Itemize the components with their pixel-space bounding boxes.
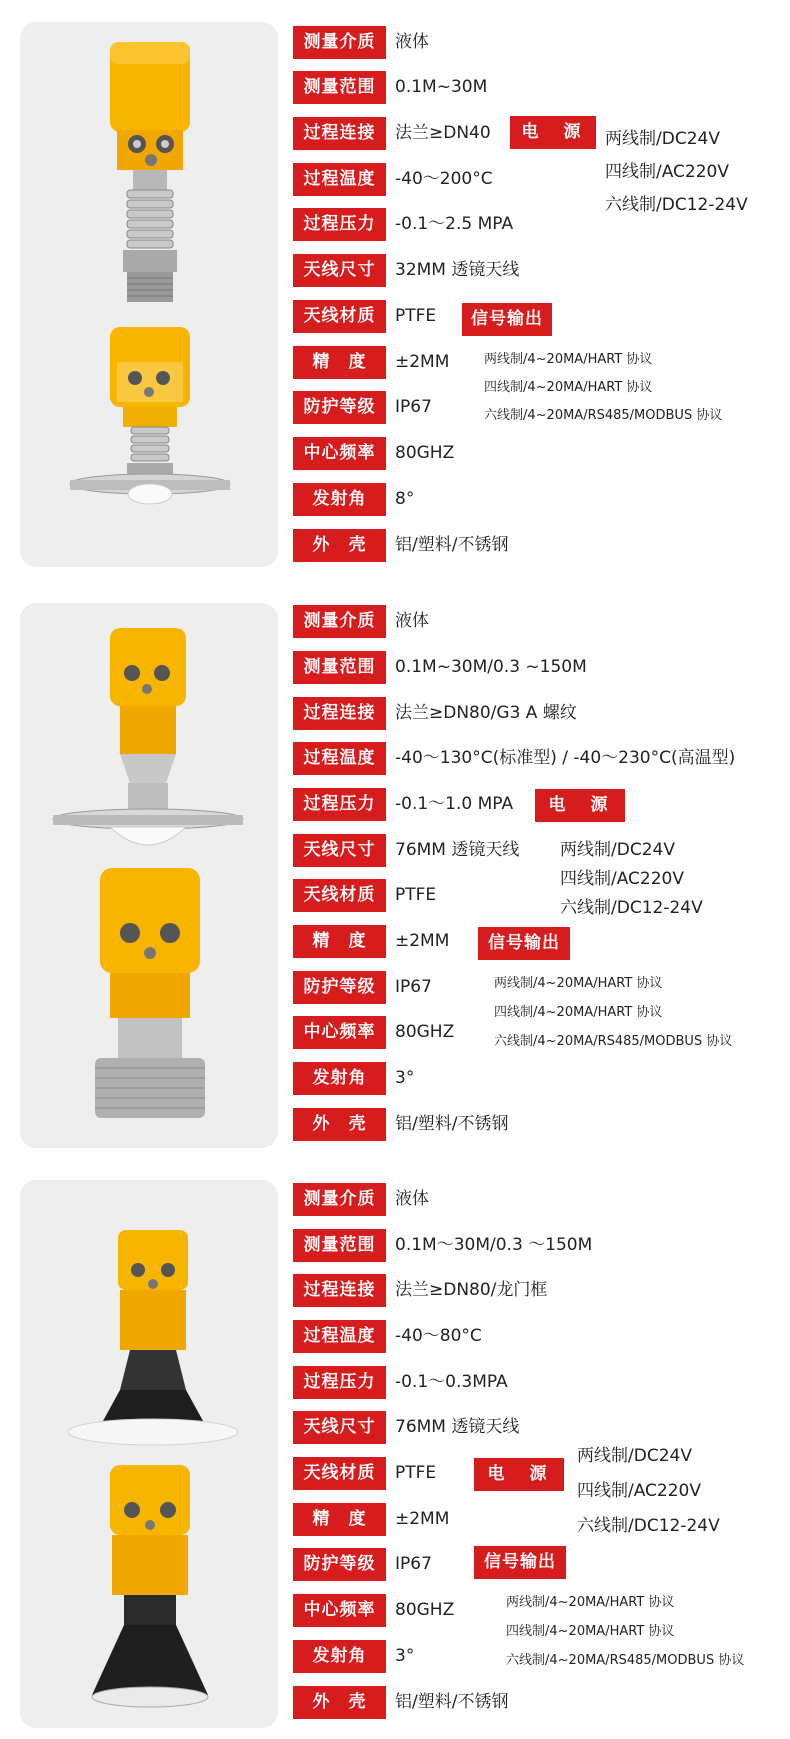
power-option: 四线制/AC220V <box>560 869 685 889</box>
radar-level-gauge-large-flange-image <box>48 623 248 853</box>
spec-value: -40～130°C(标准型) / -40～230°C(高温型) <box>395 748 736 768</box>
spec-value: -0.1～2.5 MPA <box>395 214 514 234</box>
spec-label: 测量介质 <box>293 605 386 638</box>
radar-level-gauge-flange-image <box>65 322 235 522</box>
radar-level-gauge-thread-image <box>85 863 215 1133</box>
spec-value: 76MM 透镜天线 <box>395 840 520 860</box>
product-image-panel-2 <box>20 603 278 1148</box>
spec-label: 测量范围 <box>293 71 386 104</box>
spec-label: 防护等级 <box>293 1548 386 1581</box>
spec-value: -0.1～0.3MPA <box>395 1372 508 1392</box>
spec-label: 中心频率 <box>293 437 386 470</box>
power-option: 六线制/DC12-24V <box>605 195 748 215</box>
signal-option: 两线制/4~20MA/HART 协议 <box>506 1595 675 1610</box>
spec-value: 3° <box>395 1068 415 1088</box>
power-option: 六线制/DC12-24V <box>560 898 703 918</box>
spec-value: 液体 <box>395 611 429 631</box>
spec-value: 液体 <box>395 32 429 52</box>
spec-value: 0.1M~30M <box>395 77 488 97</box>
spec-label: 中心频率 <box>293 1016 386 1049</box>
spec-value: 80GHZ <box>395 1600 455 1620</box>
spec-value: 80GHZ <box>395 443 455 463</box>
product-image-panel-3 <box>20 1180 278 1728</box>
spec-label: 天线尺寸 <box>293 254 386 287</box>
spec-label: 精 度 <box>293 1503 386 1536</box>
spec-label: 过程连接 <box>293 1274 386 1307</box>
spec-value: 液体 <box>395 1189 429 1209</box>
spec-label: 过程压力 <box>293 1366 386 1399</box>
spec-value: -40～80°C <box>395 1326 482 1346</box>
spec-value: ±2MM <box>395 931 450 951</box>
power-option: 六线制/DC12-24V <box>577 1516 720 1536</box>
radar-level-gauge-ptfe-flange-image <box>58 1200 248 1450</box>
signal-option: 四线制/4~20MA/HART 协议 <box>484 380 653 395</box>
spec-label: 外 壳 <box>293 1686 386 1719</box>
radar-level-gauge-threaded-image <box>95 32 205 312</box>
signal-option: 四线制/4~20MA/HART 协议 <box>506 1624 675 1639</box>
radar-level-gauge-horn-image <box>80 1455 220 1715</box>
signal-option: 两线制/4~20MA/HART 协议 <box>494 976 663 991</box>
spec-label: 天线材质 <box>293 879 386 912</box>
spec-value: 3° <box>395 1646 415 1666</box>
spec-label: 天线尺寸 <box>293 1411 386 1444</box>
power-title: 电 源 <box>474 1458 564 1491</box>
signal-option: 两线制/4~20MA/HART 协议 <box>484 352 653 367</box>
spec-value: 法兰≥DN80/龙门框 <box>395 1280 548 1300</box>
signal-option: 四线制/4~20MA/HART 协议 <box>494 1005 663 1020</box>
product-image-panel-1 <box>20 22 278 567</box>
spec-label: 中心频率 <box>293 1594 386 1627</box>
spec-value: IP67 <box>395 977 432 997</box>
spec-value: 法兰≥DN40 <box>395 123 491 143</box>
spec-value: 铝/塑料/不锈钢 <box>395 535 509 555</box>
spec-value: IP67 <box>395 1554 432 1574</box>
spec-label: 发射角 <box>293 483 386 516</box>
spec-label: 过程压力 <box>293 208 386 241</box>
spec-value: 0.1M~30M/0.3 ~150M <box>395 657 587 677</box>
spec-value: 铝/塑料/不锈钢 <box>395 1692 509 1712</box>
spec-label: 外 壳 <box>293 529 386 562</box>
spec-value: 76MM 透镜天线 <box>395 1417 520 1437</box>
spec-label: 过程温度 <box>293 163 386 196</box>
spec-label: 外 壳 <box>293 1108 386 1141</box>
signal-title: 信号输出 <box>462 303 552 336</box>
power-option: 两线制/DC24V <box>560 840 675 860</box>
spec-value: 32MM 透镜天线 <box>395 260 520 280</box>
signal-option: 六线制/4~20MA/RS485/MODBUS 协议 <box>506 1653 745 1668</box>
spec-value: -40～200°C <box>395 169 493 189</box>
spec-label: 过程压力 <box>293 788 386 821</box>
signal-option: 六线制/4~20MA/RS485/MODBUS 协议 <box>484 408 723 423</box>
power-title: 电 源 <box>510 116 596 149</box>
spec-value: IP67 <box>395 397 432 417</box>
spec-label: 测量范围 <box>293 651 386 684</box>
spec-label: 防护等级 <box>293 391 386 424</box>
signal-option: 六线制/4~20MA/RS485/MODBUS 协议 <box>494 1034 733 1049</box>
spec-value: ±2MM <box>395 1509 450 1529</box>
spec-value: 法兰≥DN80/G3 A 螺纹 <box>395 703 577 723</box>
spec-label: 过程连接 <box>293 117 386 150</box>
spec-label: 过程连接 <box>293 697 386 730</box>
spec-label: 天线材质 <box>293 1457 386 1490</box>
power-title: 电 源 <box>535 789 625 822</box>
spec-label: 发射角 <box>293 1640 386 1673</box>
spec-value: PTFE <box>395 1463 437 1483</box>
spec-value: PTFE <box>395 306 437 326</box>
spec-value: ±2MM <box>395 352 450 372</box>
spec-value: PTFE <box>395 885 437 905</box>
spec-label: 过程温度 <box>293 742 386 775</box>
spec-label: 天线材质 <box>293 300 386 333</box>
power-option: 四线制/AC220V <box>577 1481 702 1501</box>
spec-label: 测量介质 <box>293 1183 386 1216</box>
spec-label: 测量介质 <box>293 26 386 59</box>
spec-value: -0.1～1.0 MPA <box>395 794 514 814</box>
power-option: 两线制/DC24V <box>577 1446 692 1466</box>
spec-label: 天线尺寸 <box>293 834 386 867</box>
spec-label: 发射角 <box>293 1062 386 1095</box>
spec-value: 铝/塑料/不锈钢 <box>395 1114 509 1134</box>
spec-value: 8° <box>395 489 415 509</box>
spec-value: 0.1M～30M/0.3 ～150M <box>395 1235 593 1255</box>
signal-title: 信号输出 <box>478 927 570 960</box>
spec-value: 80GHZ <box>395 1022 455 1042</box>
spec-label: 测量范围 <box>293 1229 386 1262</box>
spec-label: 防护等级 <box>293 971 386 1004</box>
power-option: 四线制/AC220V <box>605 162 730 182</box>
power-option: 两线制/DC24V <box>605 129 720 149</box>
spec-label: 精 度 <box>293 925 386 958</box>
spec-label: 精 度 <box>293 346 386 379</box>
spec-label: 过程温度 <box>293 1320 386 1353</box>
signal-title: 信号输出 <box>474 1546 566 1579</box>
